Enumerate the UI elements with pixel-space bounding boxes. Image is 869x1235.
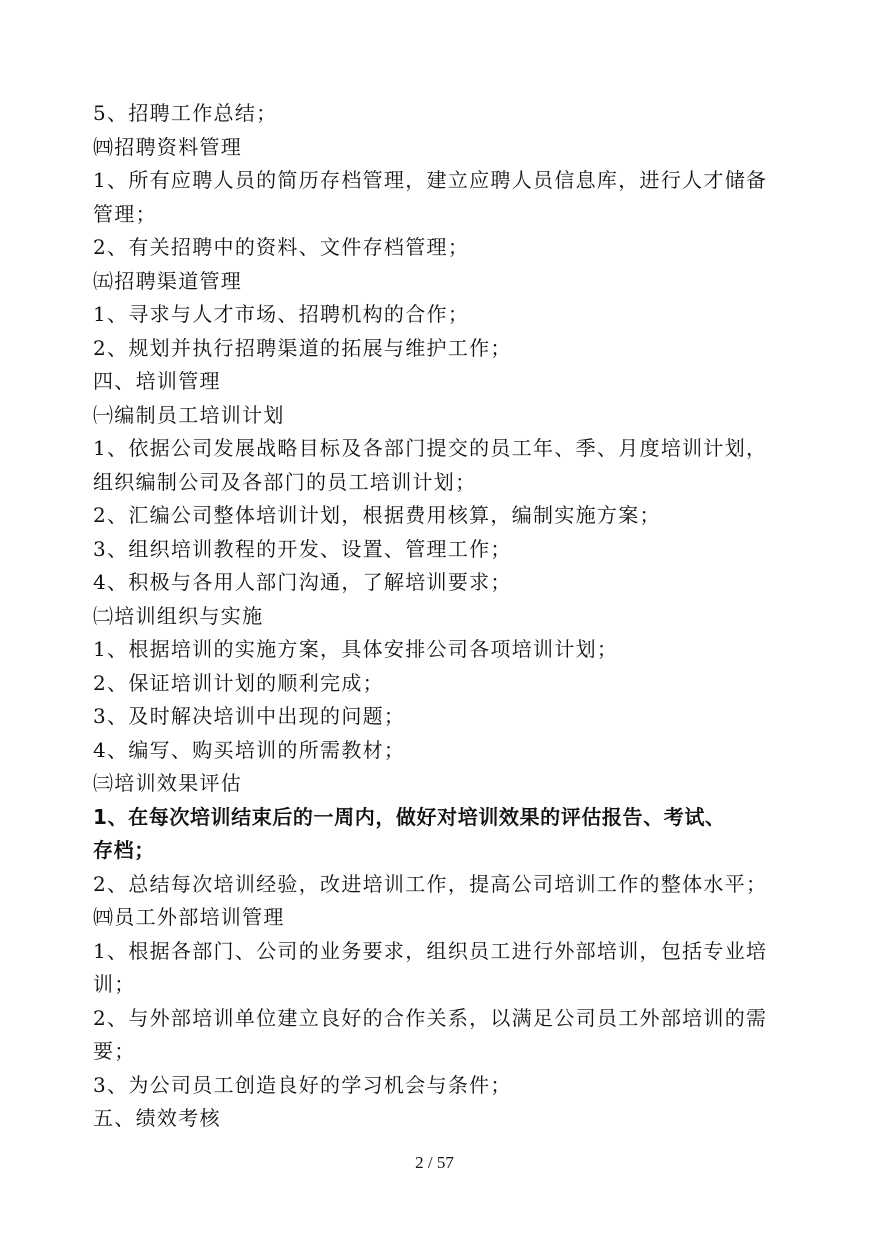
text-line: 2、保证培训计划的顺利完成； xyxy=(93,670,384,695)
text-line: 管理； xyxy=(93,201,157,226)
text-line: ㈣招聘资料管理 xyxy=(93,134,243,159)
text-line: ㈤招聘渠道管理 xyxy=(93,268,243,293)
text-line: ㈣员工外部培训管理 xyxy=(93,905,285,929)
text-line: 1、依据公司发展战略目标及各部门提交的员工年、季、月度培训计划， xyxy=(93,436,768,460)
text-line: ㈡培训组织与实施 xyxy=(93,603,264,628)
text-line: 1、所有应聘人员的简历存档管理，建立应聘人员信息库，进行人才储备 xyxy=(93,168,768,192)
document-body xyxy=(93,97,783,1136)
text-line: 1、在每次培训结束后的一周内，做好对培训效果的评估报告、考试、 xyxy=(93,804,726,829)
text-line: ㈢培训效果评估 xyxy=(93,771,243,795)
text-line: 3、及时解决培训中出现的问题； xyxy=(93,704,406,728)
text-line: 3、组织培训教程的开发、设置、管理工作； xyxy=(93,536,512,561)
text-line: 五、绩效考核 xyxy=(93,1106,221,1130)
text-line: 1、根据各部门、公司的业务要求，组织员工进行外部培训，包括专业培 xyxy=(93,938,768,963)
text-line: 要； xyxy=(93,1039,136,1063)
text-line: 4、编写、购买培训的所需教材； xyxy=(93,737,406,762)
text-line: 2、有关招聘中的资料、文件存档管理； xyxy=(93,235,470,259)
text-line: 2、汇编公司整体培训计划，根据费用核算，编制实施方案； xyxy=(93,503,661,527)
text-line: 训； xyxy=(93,972,136,996)
text-line: 四、培训管理 xyxy=(93,369,221,393)
text-line: 4、积极与各用人部门沟通，了解培训要求； xyxy=(93,570,512,594)
text-line: ㈠编制员工培训计划 xyxy=(93,402,285,427)
text-line: 3、为公司员工创造良好的学习机会与条件； xyxy=(93,1072,512,1097)
text-line: 组织编制公司及各部门的员工培训计划； xyxy=(93,469,477,494)
text-line: 5、招聘工作总结； xyxy=(93,101,278,125)
page-number: 2 / 57 xyxy=(415,1153,454,1172)
text-line: 1、寻求与人才市场、招聘机构的合作； xyxy=(93,302,470,326)
text-line: 1、根据培训的实施方案，具体安排公司各项培训计划； xyxy=(93,637,619,661)
text-line: 2、与外部培训单位建立良好的合作关系，以满足公司员工外部培训的需 xyxy=(93,1005,768,1030)
text-line: 2、总结每次培训经验，改进培训工作，提高公司培训工作的整体水平； xyxy=(93,871,768,896)
text-line: 2、规划并执行招聘渠道的拓展与维护工作； xyxy=(93,335,512,360)
text-line: 存档； xyxy=(93,838,155,862)
